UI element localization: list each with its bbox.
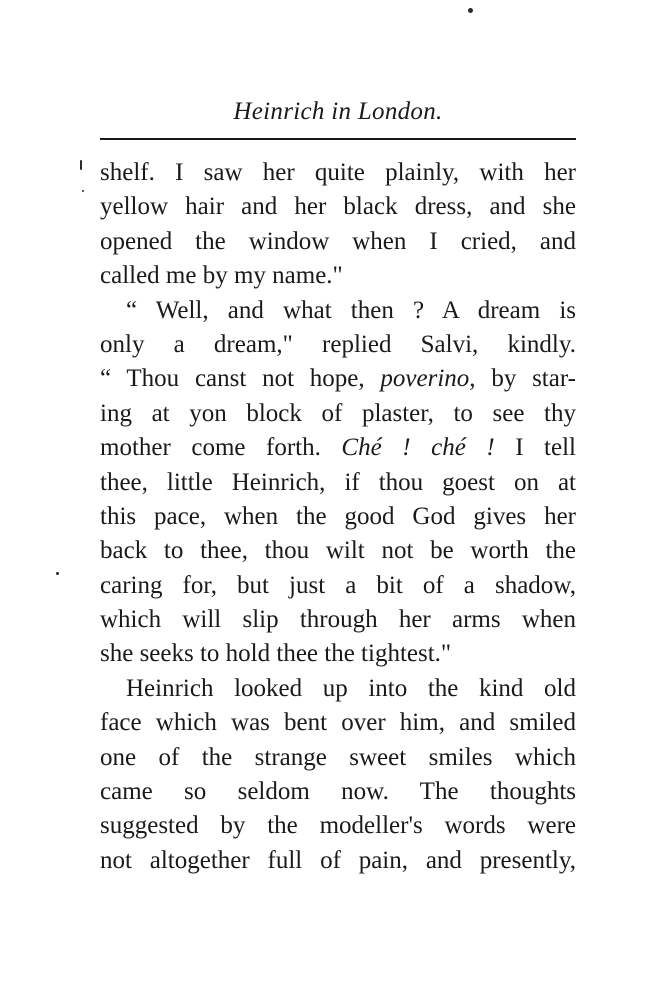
header-rule <box>100 138 576 140</box>
body-text <box>100 156 576 878</box>
text-line: this pace, when the good God gives her <box>100 502 576 530</box>
text-line: “ Well, and what then ? A dream is <box>126 296 576 324</box>
text-line: not altogether full of pain, and presently, <box>100 846 576 874</box>
text-line: back to thee, thou wilt not be worth the <box>100 537 576 565</box>
text-line: thee, little Heinrich, if thou goest on at <box>100 468 576 496</box>
text-line: yellow hair and her black dress, and she <box>100 193 576 221</box>
text-line: ing at yon block of plaster, to see thy <box>100 399 576 427</box>
text-line: she seeks to hold thee the tightest." <box>100 640 452 668</box>
text-line: only a dream," replied Salvi, kindly. <box>100 330 576 358</box>
text-line: Heinrich looked up into the kind old <box>126 674 576 702</box>
scan-speck <box>468 8 473 13</box>
scan-speck <box>56 572 59 575</box>
text-line: suggested by the modeller's words were <box>100 812 576 840</box>
text-line: called me by my name." <box>100 262 343 290</box>
text-line: came so seldom now. The thoughts <box>100 778 576 806</box>
text-line: caring for, but just a bit of a shadow, <box>100 571 576 599</box>
text-line: face which was bent over him, and smiled <box>100 709 576 737</box>
text-line: which will slip through her arms when <box>100 606 576 634</box>
text-line: shelf. I saw her quite plainly, with her <box>100 159 576 186</box>
scan-speck <box>82 190 84 192</box>
running-head: Heinrich in London. <box>233 98 443 125</box>
scan-speck <box>80 160 82 170</box>
text-line: one of the strange sweet smiles which <box>100 743 576 771</box>
text-line: opened the window when I cried, and <box>100 227 576 255</box>
text-line: mother come forth. Ché ! ché ! I tell <box>100 434 576 462</box>
text-line: “ Thou canst not hope, poverino, by star- <box>100 365 577 393</box>
